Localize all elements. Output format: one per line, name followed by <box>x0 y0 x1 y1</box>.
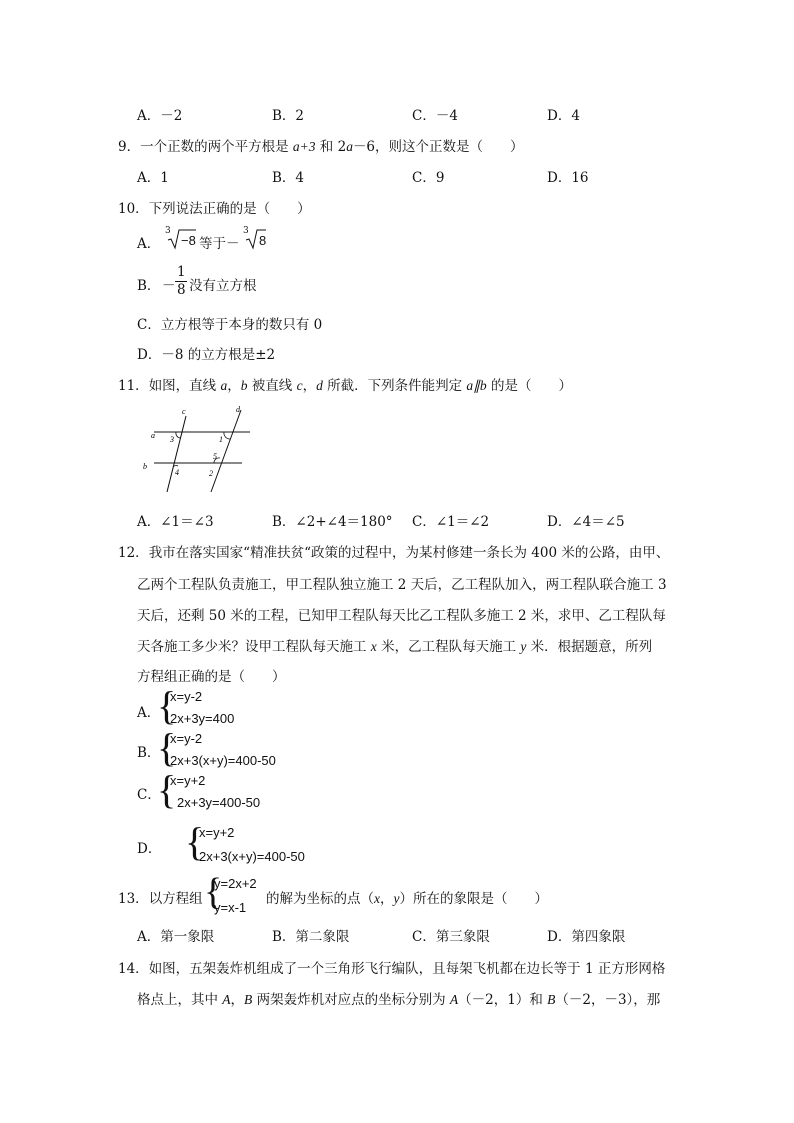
q13-stem: 13．以方程组 { y=2x+2 y=x-1 的解为坐标的点（x，y）所在的象限是（ ） <box>118 871 548 915</box>
brace-icon: { <box>157 683 177 728</box>
q13-option-d: D．第四象限 <box>547 929 626 945</box>
q11-option-c: C．∠1＝∠2 <box>412 514 490 530</box>
angle-2-label: 2 <box>209 469 213 478</box>
fraction-one-eighth: 1 8 <box>177 264 186 298</box>
label-a: a <box>151 431 155 440</box>
q12-option-a: A． { x=y-2 2x+3y=400 <box>137 683 235 728</box>
brace-icon: { <box>157 767 177 812</box>
angle-5-label: 5 <box>213 452 217 461</box>
line-d <box>211 410 241 492</box>
brace-icon: { <box>185 819 205 864</box>
label-d: d <box>236 405 240 414</box>
q9-option-b: B．4 <box>272 170 305 186</box>
q12-line-5: 方程组正确的是（ ） <box>137 669 286 685</box>
q9-option-d: D．16 <box>547 170 589 186</box>
q13-option-b: B．第二象限 <box>272 929 350 945</box>
q13-option-a: A．第一象限 <box>137 929 215 945</box>
q10-option-d: D．－8 的立方根是±2 <box>137 347 276 363</box>
q10-option-a: A． 3 −8 等于－ 3 8 <box>137 226 267 252</box>
q10-stem: 10．下列说法正确的是（ ） <box>118 201 311 217</box>
angle-1-label: 1 <box>219 435 223 444</box>
q11-figure <box>140 404 255 496</box>
q11-option-a: A．∠1＝∠3 <box>137 514 214 530</box>
q12-line-3: 天后，还剩 50 米的工程，已知甲工程队每天比乙工程队多施工 2 米，求甲、乙工程队每 <box>137 608 666 624</box>
q9-option-a: A．1 <box>137 170 169 186</box>
q8-option-c: C．－4 <box>412 108 458 124</box>
q12-line-1: 12．我市在落实国家“精准扶贫“政策的过程中，为某村修建一条长为 400 米的公路，由甲、 <box>118 545 670 561</box>
angle-3-label: 3 <box>170 435 174 444</box>
brace-icon: { <box>157 725 177 770</box>
q12-option-d: D． { x=y+2 2x+3(x+y)=400-50 <box>137 819 305 864</box>
q12-line-2: 乙两个工程队负责施工，甲工程队独立施工 2 天后，乙工程队加入，两工程队联合施工 3 <box>137 577 667 593</box>
q12-option-b: B． { x=y-2 2x+3(x+y)=400-50 <box>137 725 276 770</box>
q9-option-c: C．9 <box>412 170 445 186</box>
q8-option-d: D．4 <box>547 108 580 124</box>
q13-option-c: C．第三象限 <box>412 929 490 945</box>
angle-4-label: 4 <box>175 468 179 477</box>
label-b: b <box>143 462 147 471</box>
q8-option-b: B．2 <box>272 108 305 124</box>
line-c <box>167 416 186 492</box>
q12-line-4: 天各施工多少米？设甲工程队每天施工 x 米，乙工程队每天施工 y 米．根据题意，所列 <box>137 639 653 655</box>
q14-line-2: 格点上，其中 A，B 两架轰炸机对应点的坐标分别为 A（－2，1）和 B（－2，－3），那 <box>137 992 661 1008</box>
brace-icon: { <box>204 871 223 913</box>
q11-option-b: B．∠2+∠4＝180° <box>272 514 393 530</box>
label-c: c <box>182 407 186 416</box>
q11-stem: 11．如图，直线 a，b 被直线 c，d 所截．下列条件能判定 a∥b 的是（ ） <box>118 378 572 394</box>
q12-option-c: C． { x=y+2 2x+3y=400-50 <box>137 767 261 812</box>
angle-3-arc <box>176 432 180 438</box>
q10-option-b: B． － 1 8 没有立方根 <box>137 264 257 298</box>
q10-option-c: C．立方根等于本身的数只有 0 <box>137 317 323 333</box>
angle-1-arc <box>224 432 230 439</box>
q11-option-d: D．∠4＝∠5 <box>547 514 625 530</box>
q8-option-a: A．－2 <box>137 108 183 124</box>
q9-stem: 9．一个正数的两个平方根是 a+3 和 2a－6，则这个正数是（ ） <box>118 139 524 155</box>
q14-line-1: 14．如图，五架轰炸机组成了一个三角形飞行编队，且每架飞机都在边长等于 1 正方形网格 <box>118 961 666 977</box>
